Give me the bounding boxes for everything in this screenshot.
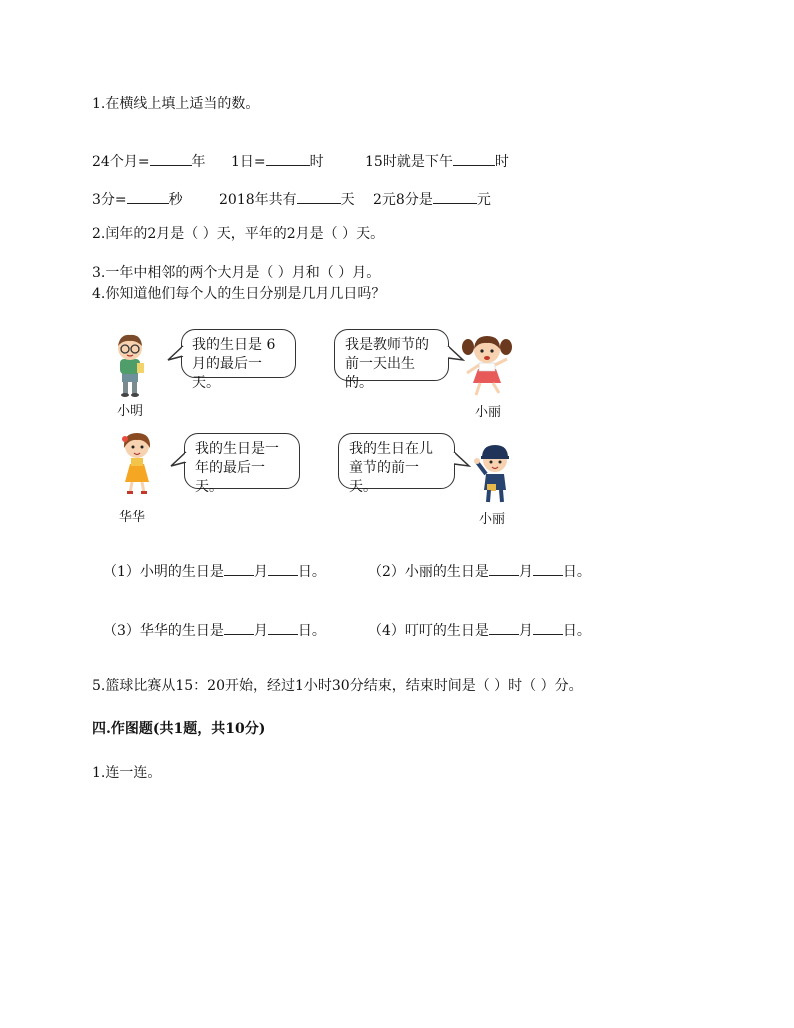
q1-row1-a-unit: 年 [191, 154, 206, 170]
kid-name: 小丽 [479, 512, 506, 527]
month-blank[interactable] [489, 561, 519, 576]
answer-blank[interactable] [127, 189, 169, 204]
speech-bubble [338, 433, 455, 495]
q1-row1-b-unit: 时 [309, 154, 324, 170]
girl-xiaoli-illustration [459, 333, 515, 403]
q1-title: 1.在横线上填上适当的数。 [92, 96, 260, 112]
month-unit: 月 [253, 564, 268, 580]
answer-blank[interactable] [150, 151, 192, 166]
speech-line: 我的生日是一 [195, 441, 279, 457]
section4-q1: 1.连一连。 [92, 765, 162, 781]
speech-bubble [334, 329, 449, 391]
q1-row2-a [92, 189, 183, 209]
speech-line: 月的最后一天。 [192, 356, 262, 391]
day-blank[interactable] [533, 620, 563, 635]
girl-huahua-illustration [115, 430, 159, 500]
kid-name: 小丽 [475, 405, 502, 420]
q4-answer-3 [103, 620, 326, 640]
speech-line: 前一天出生的。 [345, 356, 415, 391]
answer-label: （2）小丽的生日是 [368, 564, 489, 580]
section-heading: 四.作图题(共1题，共10分) [92, 721, 266, 737]
q1-row1-a-label: 24个月= [92, 154, 150, 170]
q1-row2-a-label: 3分= [92, 192, 127, 208]
month-unit: 月 [518, 623, 533, 639]
q1-row1 [92, 151, 206, 171]
q1-row2-c-label: 2元8分是 [373, 192, 433, 208]
speech-line: 童节的前一天。 [349, 460, 419, 495]
q1-row2-b-unit: 天 [340, 192, 355, 208]
answer-blank[interactable] [266, 151, 310, 166]
q1-row1-b [231, 151, 324, 171]
q4-answer-4 [368, 620, 591, 640]
day-blank[interactable] [533, 561, 563, 576]
q1-row1-c-unit: 时 [494, 154, 509, 170]
day-blank[interactable] [268, 620, 298, 635]
answer-label: （3）华华的生日是 [103, 623, 224, 639]
kid-name: 华华 [119, 510, 146, 525]
q4-answer-2 [368, 561, 591, 581]
day-unit: 日。 [562, 623, 591, 639]
day-unit: 日。 [562, 564, 591, 580]
speech-bubble [181, 329, 296, 391]
q1-row2-b-label: 2018年共有 [219, 192, 297, 208]
boy-xiaoming-illustration [108, 332, 154, 402]
month-unit: 月 [253, 623, 268, 639]
day-unit: 日。 [297, 623, 326, 639]
answer-blank[interactable] [453, 151, 495, 166]
day-unit: 日。 [297, 564, 326, 580]
answer-blank[interactable] [433, 189, 477, 204]
month-blank[interactable] [489, 620, 519, 635]
q2-text: 2.闰年的2月是（ ）天，平年的2月是（ ）天。 [92, 226, 385, 242]
q3-text: 3.一年中相邻的两个大月是（ ）月和（ ）月。 [92, 265, 381, 281]
q1-row2-c-unit: 元 [476, 192, 491, 208]
q4-title: 4.你知道他们每个人的生日分别是几月几日吗？ [92, 286, 386, 302]
q1-row1-b-label: 1日= [231, 154, 266, 170]
month-unit: 月 [518, 564, 533, 580]
speech-line: 我的生日是 6 [192, 337, 276, 353]
q1-row1-c-label: 15时就是下午 [365, 154, 453, 170]
q5-text: 5.篮球比赛从15：20开始，经过1小时30分结束，结束时间是（ ）时（ ）分。 [92, 678, 583, 694]
speech-line: 我是教师节的 [345, 337, 429, 353]
month-blank[interactable] [224, 561, 254, 576]
speech-line: 我的生日在儿 [349, 441, 433, 457]
day-blank[interactable] [268, 561, 298, 576]
month-blank[interactable] [224, 620, 254, 635]
q1-row2-a-unit: 秒 [168, 192, 183, 208]
q4-answer-1 [103, 561, 326, 581]
q1-row1-c [365, 151, 509, 171]
answer-label: （4）叮叮的生日是 [368, 623, 489, 639]
speech-bubble [184, 433, 300, 495]
answer-label: （1）小明的生日是 [103, 564, 224, 580]
q1-row2-c [373, 189, 491, 209]
kid-navy-cap-illustration [471, 440, 519, 510]
kid-name: 小明 [117, 404, 144, 419]
q1-row2-b [219, 189, 355, 209]
speech-line: 年的最后一天。 [195, 460, 265, 495]
answer-blank[interactable] [297, 189, 341, 204]
